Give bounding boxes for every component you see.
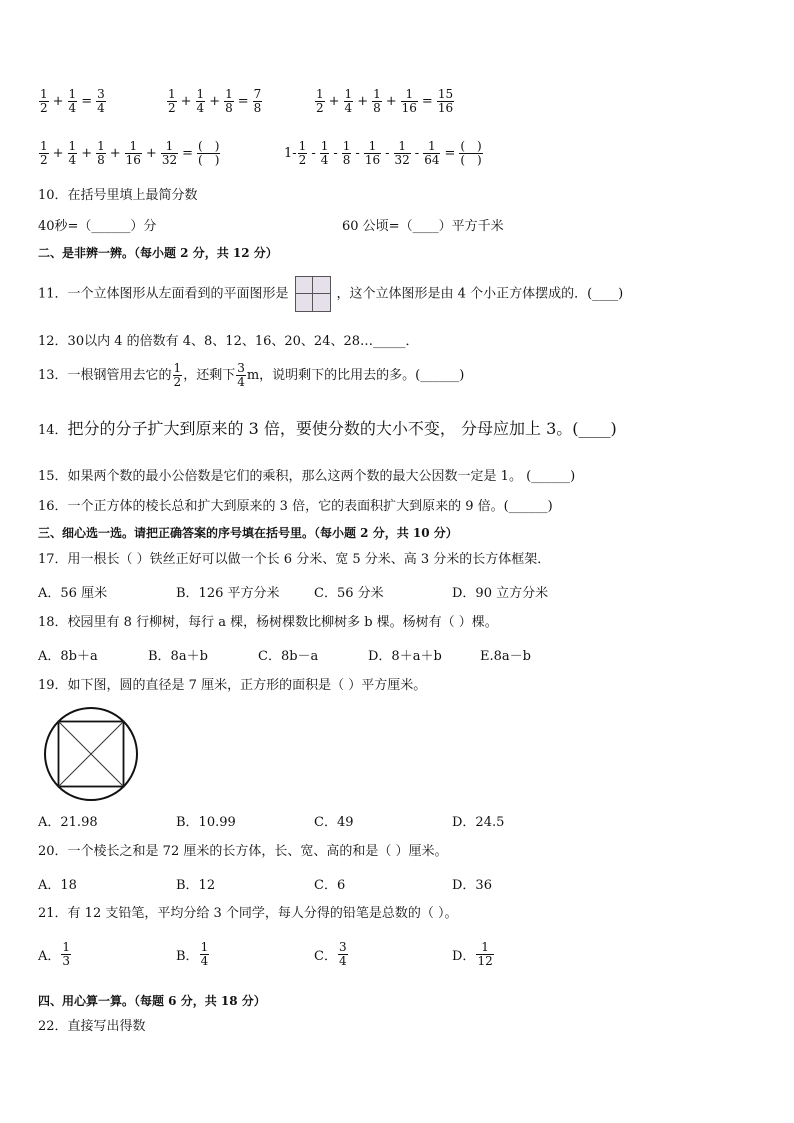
question-20: 20．一个棱长之和是 72 厘米的长方体，长、宽、高的和是（ ）厘米。: [38, 844, 448, 859]
question-12: 12．30以内 4 的倍数有 4、8、12、16、20、24、28…_____．: [38, 334, 419, 349]
question-10-b: 60 公顷=（____）平方千米: [342, 219, 504, 234]
equation-row-2-right: 1- $\frac{1}{2}$ - $\frac{1}{4}$ - $\frac{1}{8}$ - $\frac{1}{16}$ - $\frac{1}{32}$ - $\frac{1}{64}$ = $\frac{( )}{( )}$: [284, 139, 482, 167]
option-b: B．10.99: [176, 815, 236, 830]
section-3-heading: 三、细心选一选。请把正确答案的序号填在括号里。（每小题 2 分，共 10 分）: [38, 526, 458, 540]
option-b: B． $\frac{1}{4}$: [176, 940, 209, 968]
option-c: C．6: [314, 878, 346, 893]
option-c: C． $\frac{3}{4}$: [314, 940, 347, 968]
question-16: 16．一个正方体的棱长总和扩大到原来的 3 倍，它的表面积扩大到原来的 9 倍。(______): [38, 499, 553, 514]
question-13: 13．一根钢管用去它的 $\frac{1}{2}$ ，还剩下 $\frac{3}{4}$ m，说明剩下的比用去的多。(______): [38, 361, 465, 389]
option-d: D． $\frac{1}{12}$: [452, 940, 493, 968]
option-a: A． $\frac{1}{3}$: [38, 940, 71, 968]
question-19: 19．如下图，圆的直径是 7 厘米，正方形的面积是（ ）平方厘米。: [38, 678, 427, 693]
question-10-a: 40秒=（______）分: [38, 219, 157, 234]
circle-square-figure: [42, 705, 140, 803]
equation-row-2-left: $\frac{1}{2}$ + $\frac{1}{4}$ + $\frac{1}{8}$ + $\frac{1}{16}$ + $\frac{1}{32}$ = $\frac{( )}{( )}$: [40, 139, 220, 167]
option-d: D．8＋a＋b: [368, 649, 442, 664]
option-d: D．36: [452, 878, 492, 893]
question-18: 18．校园里有 8 行柳树，每行 a 棵，杨树棵数比柳树多 b 棵。杨树有（ ）棵。: [38, 615, 498, 630]
section-4-heading: 四、用心算一算。（每题 6 分，共 18 分）: [38, 994, 266, 1008]
equation-row-1b: $\frac{1}{2}$ + $\frac{1}{4}$ + $\frac{1}{8}$ = $\frac{7}{8}$: [168, 87, 262, 115]
fraction: $\frac{1}{2}$: [40, 87, 48, 115]
question-14: 14．把分的分子扩大到原来的 3 倍，要使分数的大小不变， 分母应加上 3。(____): [38, 419, 617, 438]
question-21: 21．有 12 支铅笔，平均分给 3 个同学，每人分得的铅笔是总数的（ ）。: [38, 906, 458, 921]
question-17: 17．用一根长（ ）铁丝正好可以做一个长 6 分米、宽 5 分米、高 3 分米的长方体框架．: [38, 552, 551, 567]
option-d: D．90 立方分米: [452, 586, 549, 601]
question-11-tail: ，这个立体图形是由 4 个小正方体摆成的．(____): [336, 286, 624, 302]
question-11: [38, 276, 623, 313]
option-a: A．8b＋a: [38, 649, 98, 664]
option-c: C．8b－a: [258, 649, 319, 664]
option-a: A．21.98: [38, 815, 98, 830]
option-c: C．56 分米: [314, 586, 384, 601]
option-a: A．18: [38, 878, 77, 893]
option-b: B．12: [176, 878, 216, 893]
option-d: D．24.5: [452, 815, 505, 830]
question-10: 10．在括号里填上最简分数: [38, 188, 198, 203]
option-b: B．126 平方分米: [176, 586, 280, 601]
section-2-heading: 二、是非辨一辨。（每小题 2 分，共 12 分）: [38, 246, 278, 260]
option-c: C．49: [314, 815, 354, 830]
option-a: A．56 厘米: [38, 586, 108, 601]
question-22: 22．直接写出得数: [38, 1019, 146, 1034]
equation-row-1: $\frac{1}{2}$ + $\frac{1}{4}$ = $\frac{3}{4}$: [40, 87, 105, 115]
question-11-text: 11．一个立体图形从左面看到的平面图形是: [38, 286, 289, 302]
grid-square-figure: [295, 276, 331, 312]
option-b: B．8a＋b: [148, 649, 208, 664]
equation-row-1c: $\frac{1}{2}$ + $\frac{1}{4}$ + $\frac{1}{8}$ + $\frac{1}{16}$ = $\frac{15}{16}$: [316, 87, 454, 115]
question-15: 15．如果两个数的最小公倍数是它们的乘积，那么这两个数的最大公因数一定是 1。 (______): [38, 469, 576, 484]
option-e: E.8a－b: [480, 649, 531, 664]
